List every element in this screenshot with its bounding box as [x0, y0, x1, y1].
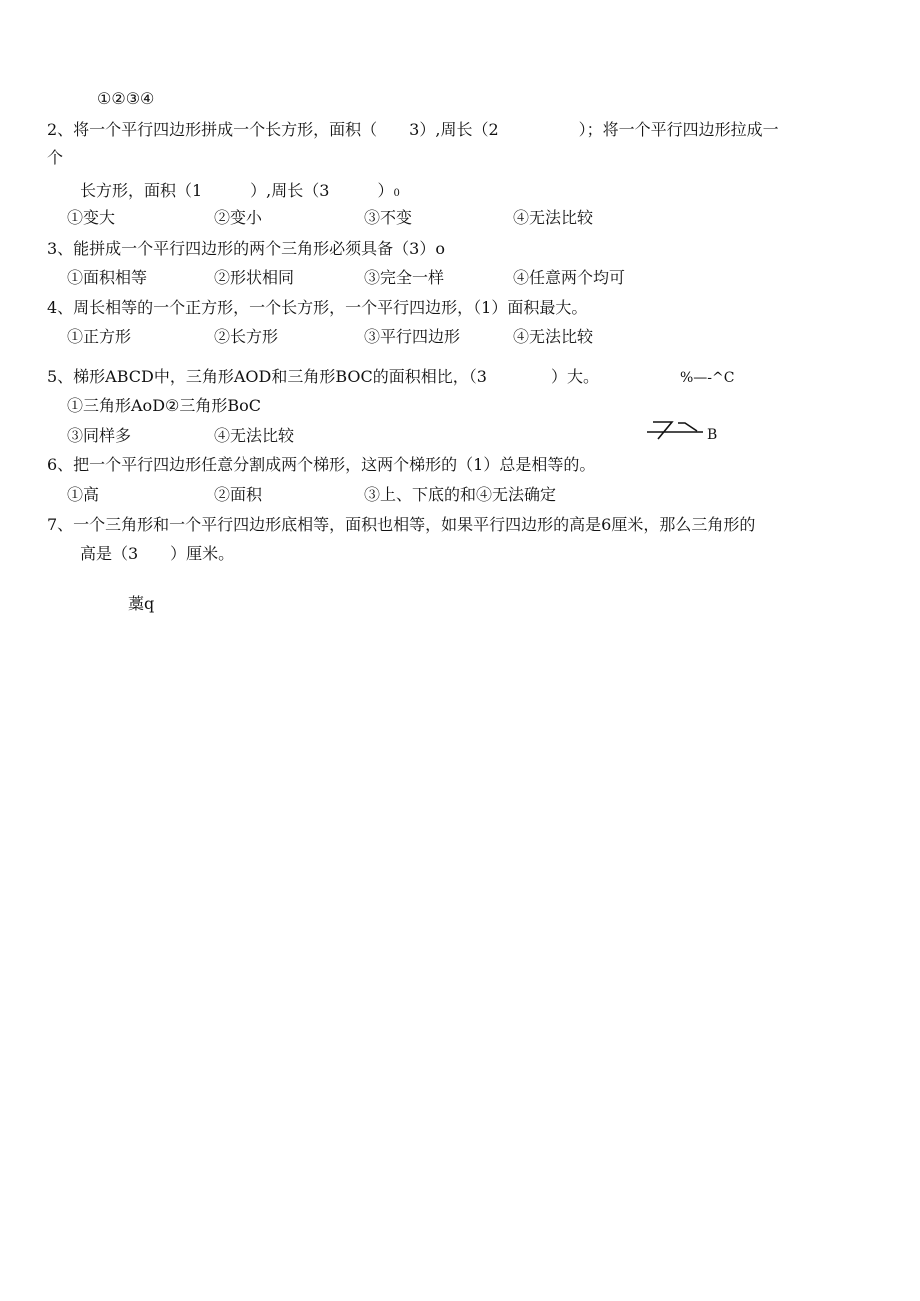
question-2-option-4: ④无法比较: [513, 208, 594, 227]
question-4-option-3: ③平行四边形: [364, 327, 461, 346]
options-line-prev: ①②③④: [97, 89, 155, 108]
question-6: 6、把一个平行四边形任意分割成两个梯形，这两个梯形的（1）总是相等的。: [47, 455, 596, 474]
question-3: 3、能拼成一个平行四边形的两个三角形必须具备（3）o: [47, 239, 445, 258]
question-5-option-1: ①三角形AoD②三角形BoC: [67, 396, 261, 415]
question-6-option-1: ①高: [67, 485, 100, 504]
question-2-line-1: 2、将一个平行四边形拼成一个长方形，面积（ 3）,周长（2 ）；将一个平行四边形拉成一: [47, 120, 779, 139]
question-5: 5、梯形ABCD中，三角形AOD和三角形BOC的面积相比，（3 ）大。: [47, 367, 599, 386]
question-3-option-3: ③完全一样: [364, 268, 445, 287]
question-2-tail: 0: [393, 188, 400, 199]
question-5-option-3: ③同样多: [67, 426, 132, 445]
question-2-option-1: ①变大: [67, 208, 116, 227]
question-2-text: 长方形，面积（1 ）,周长（3 ）: [80, 181, 394, 200]
trapezoid-figure-label-top: %—-^C: [680, 370, 735, 386]
question-2-option-3: ③不变: [364, 208, 413, 227]
question-4-option-2: ②长方形: [214, 327, 279, 346]
question-2-line-2: 个: [47, 148, 64, 167]
question-3-option-1: ①面积相等: [67, 268, 148, 287]
trailing-text: 藁q: [128, 594, 155, 613]
question-2-option-2: ②变小: [214, 208, 263, 227]
question-7-line-2: 高是（3 ）厘米。: [80, 544, 235, 563]
question-6-option-3: ③上、下底的和④无法确定: [364, 485, 557, 504]
question-3-option-4: ④任意两个均可: [513, 268, 626, 287]
question-7-line-1: 7、一个三角形和一个平行四边形底相等，面积也相等，如果平行四边形的高是6厘米，那么三角形的: [47, 515, 756, 534]
trapezoid-figure-sketch: [645, 413, 705, 443]
question-5-option-4: ④无法比较: [214, 426, 295, 445]
question-4-option-1: ①正方形: [67, 327, 132, 346]
trapezoid-figure-label-bottom: B: [707, 427, 718, 443]
question-6-option-2: ②面积: [214, 485, 263, 504]
question-3-option-2: ②形状相同: [214, 268, 295, 287]
question-4: 4、周长相等的一个正方形，一个长方形，一个平行四边形，（1）面积最大。: [47, 298, 588, 317]
question-2-line-3: [80, 180, 400, 205]
question-4-option-4: ④无法比较: [513, 327, 594, 346]
